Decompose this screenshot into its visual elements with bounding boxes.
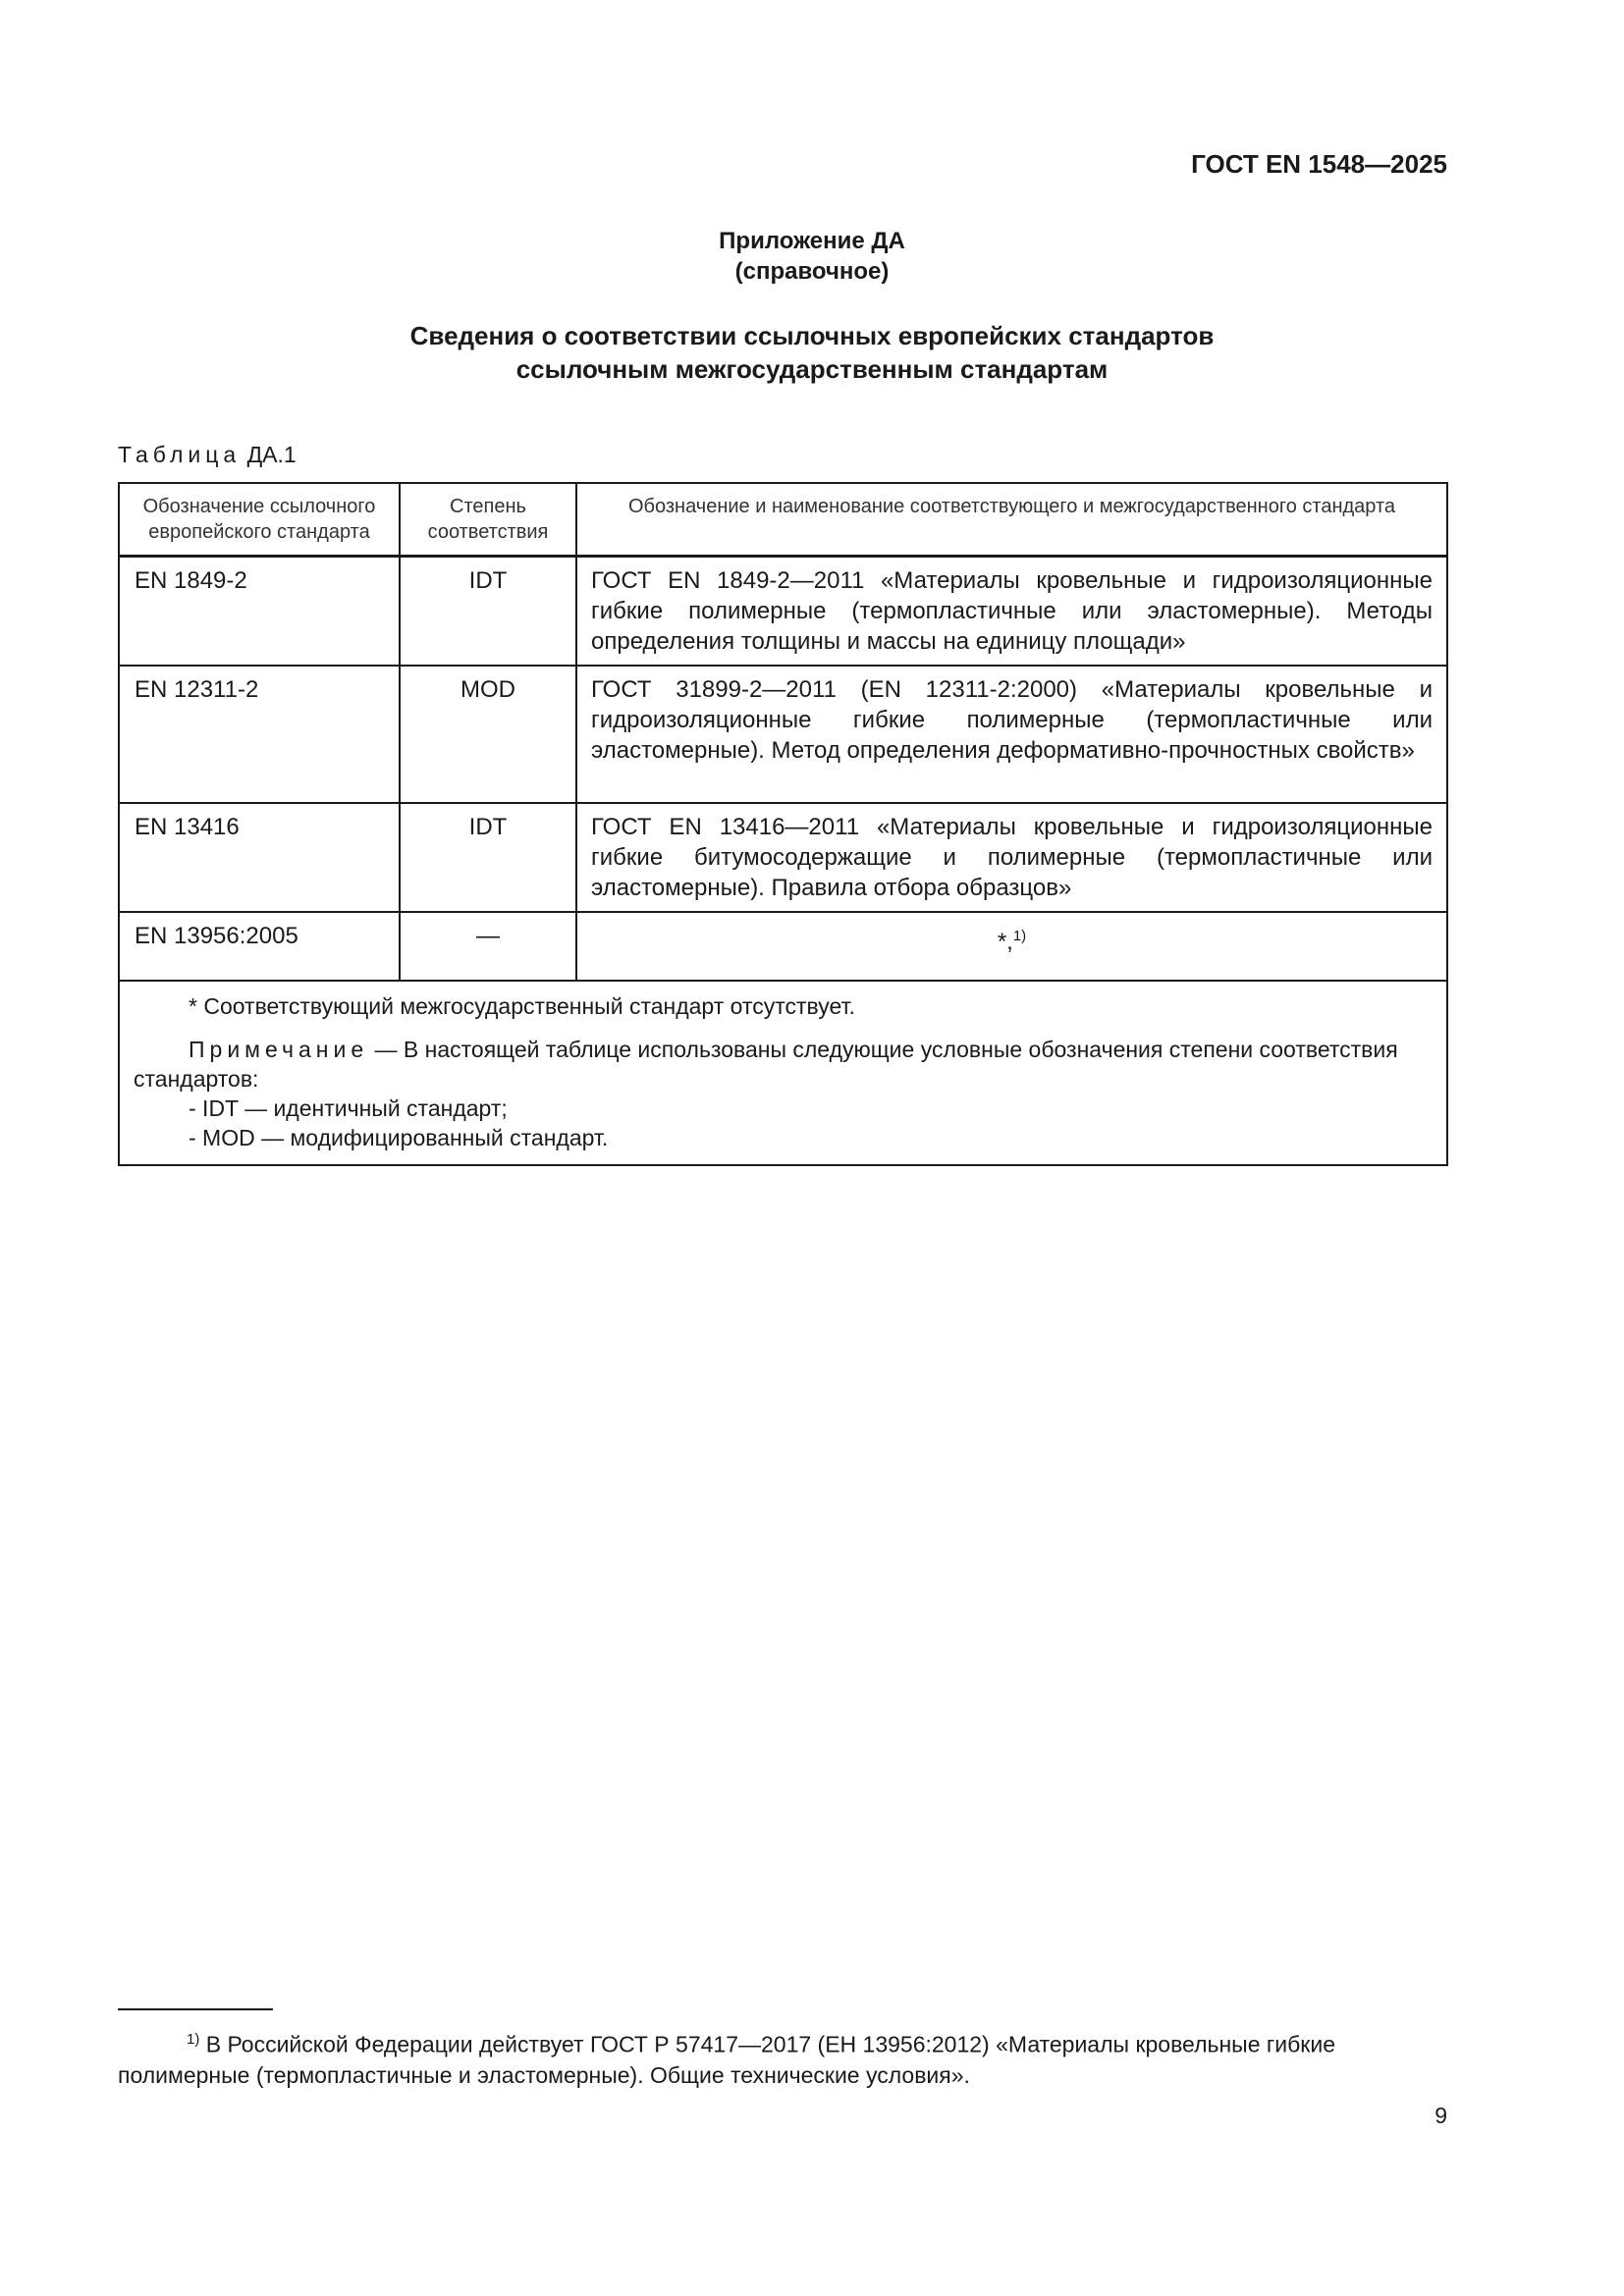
cell-desc: ГОСТ EN 13416—2011 «Материалы кровельные и гидроизоляционные гибкие битумосодержащие и полимерные (термопластичные или эластомерные). Правила отбора образцов» (576, 803, 1447, 912)
correspondence-table (118, 482, 1448, 1166)
cell-degree: — (400, 912, 576, 981)
cell-desc (576, 912, 1447, 981)
annex-title: Приложение ДА (719, 228, 905, 254)
document-code: ГОСТ EN 1548—2025 (1191, 149, 1447, 179)
table-label (118, 442, 297, 468)
cell-ref: EN 1849-2 (119, 557, 400, 667)
cell-ref: EN 12311-2 (119, 666, 400, 803)
star-footnote: * Соответствующий межгосударственный стандарт отсутствует. (189, 993, 855, 1019)
note-word: Примечание (189, 1037, 369, 1062)
footnote-text: В Российской Федерации действует ГОСТ Р 57417—2017 (ЕН 13956:2012) «Материалы кровельные гибкие полимерные (термопластичные и эластомерные). Общие технические условия». (118, 2031, 1336, 2088)
note-item: - MOD — модифицированный стандарт. (189, 1125, 609, 1150)
column-header-ref: Обозначение ссылочного европейского стандарта (119, 483, 400, 557)
table-row (119, 557, 1447, 667)
table-header-row (119, 483, 1447, 557)
cell-ref: EN 13416 (119, 803, 400, 912)
cell-ref: EN 13956:2005 (119, 912, 400, 981)
cell-degree: IDT (400, 803, 576, 912)
section-title-line-1: Сведения о соответствии ссылочных европейских стандартов (409, 321, 1215, 350)
cell-degree: IDT (400, 557, 576, 667)
table-row (119, 912, 1447, 981)
table-label-number: ДА.1 (246, 442, 297, 467)
column-header-degree: Степень соответствия (400, 483, 576, 557)
cell-desc-text: *, (997, 929, 1013, 955)
note-item: - IDT — идентичный стандарт; (189, 1095, 508, 1121)
note-text: — В настоящей таблице использованы следующие условные обозначения степени соответствия стандартов: (134, 1037, 1398, 1092)
column-header-desc: Обозначение и наименование соответствующего и межгосударственного стандарта (576, 483, 1447, 557)
footnote-ref: 1) (1012, 928, 1027, 944)
table-label-word: Таблица (118, 442, 242, 467)
table-note (134, 1035, 1433, 1094)
cell-desc: ГОСТ 31899-2—2011 (EN 12311-2:2000) «Материалы кровельные и гидроизоляционные гибкие полимерные (термопластичные или эластомерные). Метод определения деформативно-прочностных свойств» (576, 666, 1447, 803)
annex-heading (0, 226, 1624, 287)
page-number: 9 (1435, 2103, 1447, 2128)
table-notes-row (119, 981, 1447, 1165)
section-title-line-2: ссылочным межгосударственным стандартам (515, 354, 1109, 384)
cell-desc: ГОСТ EN 1849-2—2011 «Материалы кровельные и гидроизоляционные гибкие полимерные (термопластичные или эластомерные). Методы определения толщины и массы на единицу площади» (576, 557, 1447, 667)
page-footnote (118, 2024, 1448, 2091)
table-notes (119, 981, 1447, 1165)
section-title (0, 319, 1624, 386)
cell-degree: MOD (400, 666, 576, 803)
annex-subtitle: (справочное) (734, 258, 890, 285)
table-row (119, 666, 1447, 803)
footnote-divider (118, 2008, 273, 2010)
footnote-mark: 1) (187, 2031, 200, 2048)
table-row (119, 803, 1447, 912)
